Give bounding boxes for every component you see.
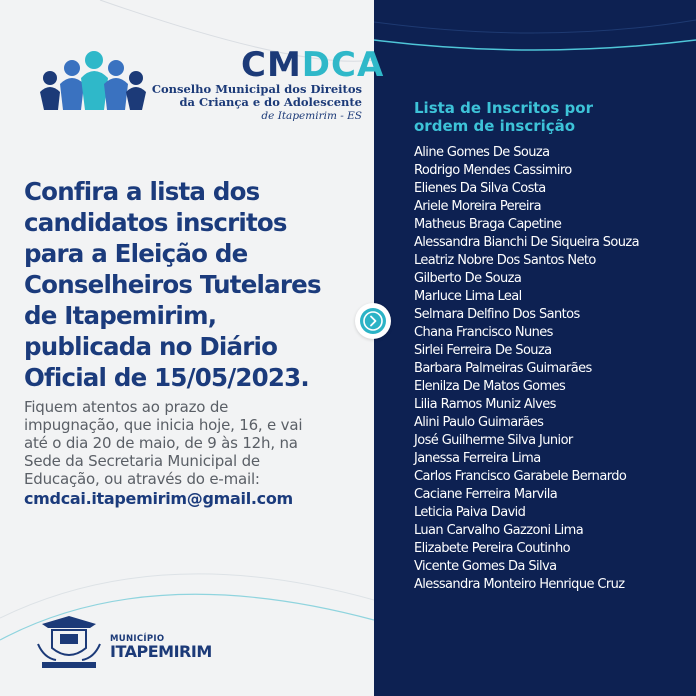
municipality-logo bbox=[34, 612, 254, 672]
candidate-name: Selmara Delfino Dos Santos bbox=[414, 307, 580, 322]
candidate-name: Ariele Moreira Pereira bbox=[414, 199, 542, 214]
candidate-name: Elizabete Pereira Coutinho bbox=[414, 541, 571, 556]
candidate-name: Elenilza De Matos Gomes bbox=[414, 379, 566, 394]
municipality-label-small: MUNICÍPIO bbox=[110, 634, 165, 644]
municipal-crest-icon bbox=[34, 614, 104, 672]
cmdca-logo bbox=[36, 40, 385, 130]
people-group-icon bbox=[36, 48, 148, 118]
candidate-name: Sirlei Ferreira De Souza bbox=[414, 343, 552, 358]
headline-line: Oficial de 15/05/2023. bbox=[24, 363, 309, 392]
notice-line: impugnação, que inicia hoje, 16, e vai bbox=[24, 416, 303, 434]
headline bbox=[24, 176, 354, 393]
candidate-name: Janessa Ferreira Lima bbox=[414, 451, 541, 466]
municipality-label-big: ITAPEMIRIM bbox=[110, 642, 212, 661]
headline-line: Confira a lista dos bbox=[24, 177, 260, 206]
headline-line: para a Eleição de bbox=[24, 239, 248, 268]
headline-line: publicada no Diário bbox=[24, 332, 278, 361]
notice-line: até o dia 20 de maio, de 9 às 12h, na bbox=[24, 434, 298, 452]
candidate-name: Leticia Paiva David bbox=[414, 505, 526, 520]
notice-line: Fiquem atentos ao prazo de bbox=[24, 398, 229, 416]
candidate-name: Vicente Gomes Da Silva bbox=[414, 559, 557, 574]
headline-line: candidatos inscritos bbox=[24, 208, 287, 237]
candidate-name: Marluce Lima Leal bbox=[414, 289, 522, 304]
headline-line: de Itapemirim, bbox=[24, 301, 217, 330]
candidate-name: Leatriz Nobre Dos Santos Neto bbox=[414, 253, 596, 268]
logo-org-name-line2: da Criança e do Adolescente bbox=[179, 95, 362, 109]
candidate-name: Alini Paulo Guimarães bbox=[414, 415, 544, 430]
logo-acronym-part2: DCA bbox=[301, 45, 385, 85]
contact-email: cmdcai.itapemirim@gmail.com bbox=[24, 489, 293, 508]
logo-org-name bbox=[152, 83, 362, 109]
notice-line: Sede da Secretaria Municipal de bbox=[24, 452, 260, 470]
list-title-line2: ordem de inscrição bbox=[414, 117, 576, 135]
candidate-name: José Guilherme Silva Junior bbox=[414, 433, 573, 448]
candidate-name: Luan Carvalho Gazzoni Lima bbox=[414, 523, 584, 538]
logo-org-name-line1: Conselho Municipal dos Direitos bbox=[151, 82, 362, 96]
candidate-name: Rodrigo Mendes Cassimiro bbox=[414, 163, 572, 178]
headline-line: Conselheiros Tutelares bbox=[24, 270, 321, 299]
candidate-name: Lilia Ramos Muniz Alves bbox=[414, 397, 556, 412]
candidate-name: Alessandra Monteiro Henrique Cruz bbox=[414, 577, 625, 592]
next-button[interactable] bbox=[355, 303, 391, 339]
candidate-name: Barbara Palmeiras Guimarães bbox=[414, 361, 592, 376]
chevron-right-circle-icon bbox=[355, 303, 391, 339]
candidate-name: Matheus Braga Capetine bbox=[414, 217, 562, 232]
candidate-name: Aline Gomes De Souza bbox=[414, 145, 550, 160]
candidate-list bbox=[414, 144, 694, 594]
candidate-name: Caciane Ferreira Marvila bbox=[414, 487, 558, 502]
list-title bbox=[414, 99, 684, 135]
notice-text bbox=[24, 398, 362, 488]
candidate-name: Gilberto De Souza bbox=[414, 271, 522, 286]
candidate-name: Chana Francisco Nunes bbox=[414, 325, 553, 340]
notice-line: Educação, ou através do e-mail: bbox=[24, 470, 260, 488]
candidate-name: Alessandra Bianchi De Siqueira Souza bbox=[414, 235, 640, 250]
candidate-name: Carlos Francisco Garabele Bernardo bbox=[414, 469, 627, 484]
logo-acronym bbox=[241, 46, 384, 84]
logo-place: de Itapemirim - ES bbox=[261, 110, 362, 122]
list-title-line1: Lista de Inscritos por bbox=[414, 99, 593, 117]
candidate-name: Elienes Da Silva Costa bbox=[414, 181, 546, 196]
logo-acronym-part1: CM bbox=[241, 45, 302, 85]
